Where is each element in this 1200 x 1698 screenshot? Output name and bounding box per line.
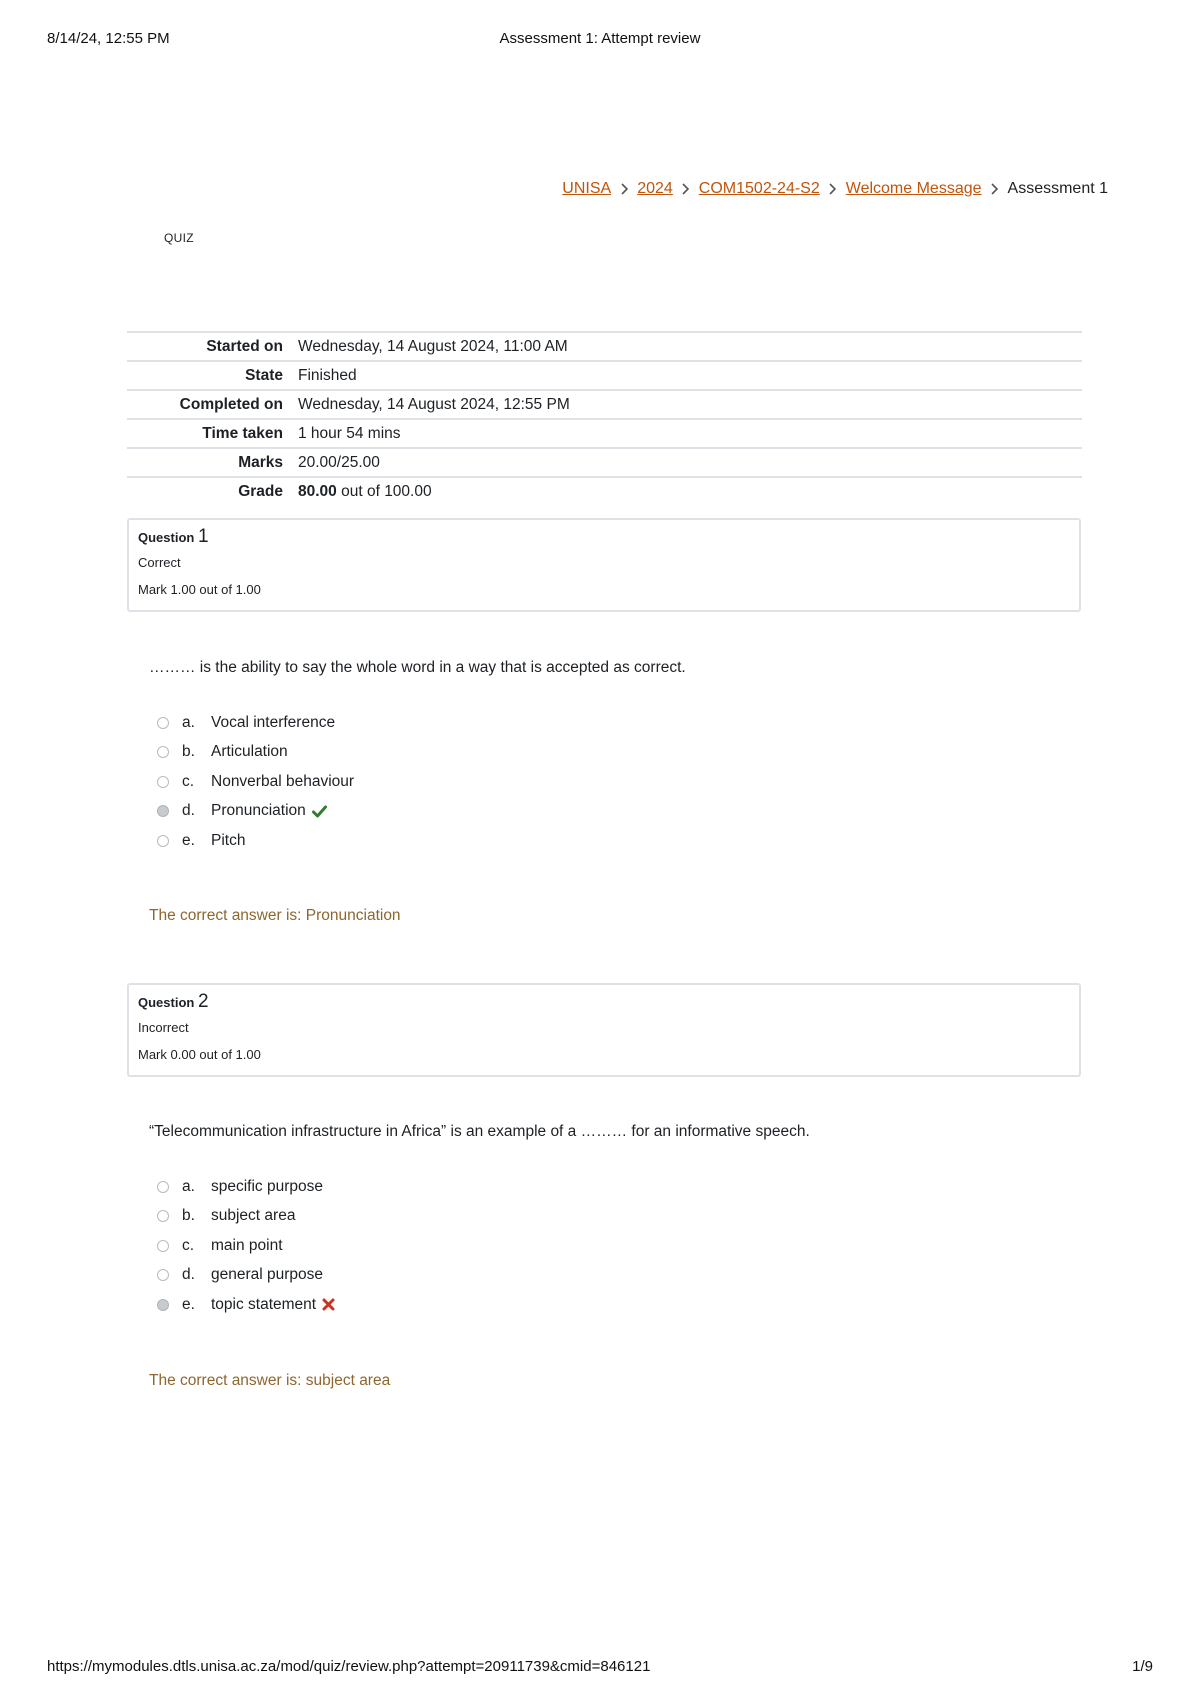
- print-footer: [47, 1658, 1153, 1680]
- question-label: Question: [138, 530, 195, 545]
- radio-button[interactable]: [157, 1210, 169, 1222]
- radio-button[interactable]: [157, 1269, 169, 1281]
- answer-letter: c.: [182, 1236, 195, 1254]
- answer-option[interactable]: [157, 826, 354, 856]
- summary-value: Finished: [298, 366, 357, 384]
- print-page-number: 1/9: [1132, 1658, 1153, 1675]
- answer-letter: d.: [182, 802, 195, 820]
- answer-text: Vocal interference: [211, 713, 336, 731]
- question-2-answers: [157, 1172, 335, 1320]
- answer-option[interactable]: [157, 1202, 335, 1232]
- summary-row: [127, 419, 1082, 448]
- answer-text: Nonverbal behaviour: [211, 772, 355, 790]
- question-number: [138, 526, 1070, 550]
- answer-letter: b.: [182, 1207, 195, 1225]
- question-num: 1: [197, 526, 209, 547]
- question-mark: Mark 1.00 out of 1.00: [138, 582, 261, 597]
- answer-text: specific purpose: [211, 1177, 324, 1195]
- question-1-answers: [157, 708, 354, 856]
- radio-button[interactable]: [157, 835, 169, 847]
- answer-letter: e.: [182, 831, 195, 849]
- answer-option[interactable]: [157, 738, 354, 768]
- summary-label: Started on: [206, 337, 283, 355]
- answer-text: Pitch: [211, 831, 246, 849]
- question-2-info: [127, 983, 1081, 1077]
- breadcrumb-unisa[interactable]: UNISA: [562, 180, 612, 197]
- summary-value: 20.00/25.00: [298, 453, 380, 471]
- question-2-text: “Telecommunication infrastructure in Africa” is an example of a ……… for an informative speech.: [149, 1123, 810, 1140]
- answer-letter: e.: [182, 1295, 195, 1313]
- question-label: Question: [138, 995, 195, 1010]
- breadcrumb-current: Assessment 1: [1007, 180, 1108, 197]
- radio-button[interactable]: [157, 717, 169, 729]
- answer-letter: a.: [182, 713, 195, 731]
- answer-option[interactable]: [157, 1261, 335, 1291]
- answer-option-selected[interactable]: [157, 1290, 335, 1320]
- answer-text: general purpose: [211, 1266, 324, 1284]
- question-1-text: ……… is the ability to say the whole word in a way that is accepted as correct.: [149, 659, 686, 676]
- breadcrumb-2024[interactable]: 2024: [637, 180, 673, 197]
- print-header: [47, 30, 1153, 52]
- print-datetime: 8/14/24, 12:55 PM: [47, 30, 170, 47]
- answer-text: main point: [211, 1236, 283, 1254]
- chevron-right-icon: [820, 180, 846, 198]
- radio-button[interactable]: [157, 776, 169, 788]
- answer-option[interactable]: [157, 767, 354, 797]
- page-kicker: QUIZ: [164, 231, 194, 245]
- chevron-right-icon: [982, 180, 1008, 198]
- answer-letter: d.: [182, 1266, 195, 1284]
- answer-letter: c.: [182, 772, 195, 790]
- question-number: [138, 991, 1070, 1015]
- print-url: https://mymodules.dtls.unisa.ac.za/mod/quiz/review.php?attempt=20911739&cmid=846121: [47, 1658, 651, 1675]
- question-mark: Mark 0.00 out of 1.00: [138, 1047, 261, 1062]
- radio-button[interactable]: [157, 1181, 169, 1193]
- breadcrumb: [562, 180, 1108, 198]
- summary-value: [298, 477, 1082, 505]
- answer-option[interactable]: [157, 708, 354, 738]
- question-1-info: [127, 518, 1081, 612]
- answer-text: topic statement: [211, 1295, 317, 1313]
- summary-row: [127, 390, 1082, 419]
- answer-text: Pronunciation: [211, 802, 306, 820]
- summary-value: Wednesday, 14 August 2024, 11:00 AM: [298, 337, 568, 355]
- summary-value: Wednesday, 14 August 2024, 12:55 PM: [298, 395, 570, 413]
- breadcrumb-course[interactable]: COM1502-24-S2: [698, 180, 820, 197]
- check-icon: [312, 805, 327, 818]
- summary-label: Time taken: [202, 424, 283, 442]
- answer-option[interactable]: [157, 1231, 335, 1261]
- summary-label: Marks: [238, 453, 283, 471]
- summary-row: [127, 361, 1082, 390]
- attempt-summary-table: [127, 331, 1082, 505]
- answer-option[interactable]: [157, 1172, 335, 1202]
- breadcrumb-welcome-message[interactable]: Welcome Message: [845, 180, 982, 197]
- grade-value: 80.00: [298, 482, 337, 500]
- question-state: Incorrect: [138, 1020, 189, 1035]
- radio-button-checked[interactable]: [157, 1299, 169, 1311]
- question-num: 2: [197, 991, 209, 1012]
- answer-letter: a.: [182, 1177, 195, 1195]
- grade-out-of: out of 100.00: [336, 482, 432, 500]
- chevron-right-icon: [673, 180, 699, 198]
- answer-letter: b.: [182, 743, 195, 761]
- answer-option-selected[interactable]: [157, 797, 354, 827]
- summary-label: Grade: [238, 482, 283, 500]
- answer-text: subject area: [211, 1207, 296, 1225]
- radio-button[interactable]: [157, 1240, 169, 1252]
- cross-icon: [322, 1298, 335, 1311]
- chevron-right-icon: [611, 180, 637, 198]
- print-title: Assessment 1: Attempt review: [499, 30, 701, 47]
- summary-row: [127, 477, 1082, 505]
- question-state: Correct: [138, 555, 181, 570]
- radio-button-checked[interactable]: [157, 805, 169, 817]
- summary-value: 1 hour 54 mins: [298, 424, 401, 442]
- summary-label: State: [245, 366, 283, 384]
- summary-row: [127, 448, 1082, 477]
- radio-button[interactable]: [157, 746, 169, 758]
- question-1-right-answer: The correct answer is: Pronunciation: [149, 907, 401, 924]
- answer-text: Articulation: [211, 743, 288, 761]
- summary-row: [127, 332, 1082, 361]
- summary-label: Completed on: [179, 395, 283, 413]
- question-2-right-answer: The correct answer is: subject area: [149, 1372, 391, 1389]
